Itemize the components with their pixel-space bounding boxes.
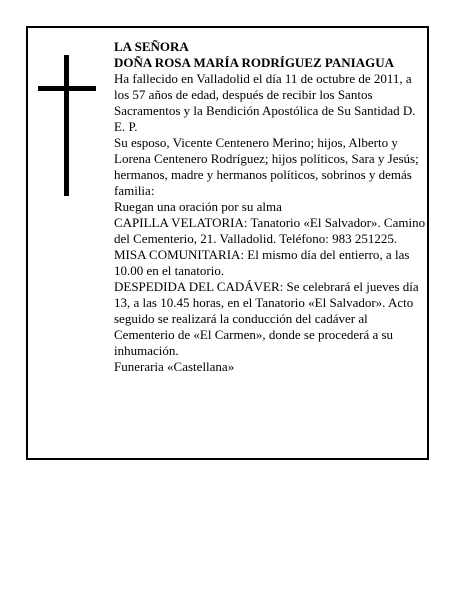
cross-vertical-bar [64,55,69,196]
cross-horizontal-bar [38,86,96,91]
funeral-home: Funeraria «Castellana» [114,359,235,374]
wake-chapel-info: CAPILLA VELATORIA: Tanatorio «El Salvador». Camino del Cementerio, 21. Valladolid. Teléfono: 983 251225. [114,215,426,246]
family-list: Su esposo, Vicente Centenero Merino; hijos, Alberto y Lorena Centenero Rodríguez; hijos políticos, Sara y Jesús; hermanos, madre y hermanos políticos, sobrinos y demás familia: [114,135,419,198]
prayer-request: Ruegan una oración por su alma [114,199,282,214]
death-announcement: Ha fallecido en Valladolid el día 11 de octubre de 2011, a los 57 años de edad, después de recibir los Santos Sacramentos y la Bendición Apostólica de Su Santidad D. E. P. [114,71,416,134]
community-mass-info: MISA COMUNITARIA: El mismo día del entierro, a las 10.00 en el tanatorio. [114,247,410,278]
obituary-text [114,39,426,375]
deceased-name: DOÑA ROSA MARÍA RODRÍGUEZ PANIAGUA [114,55,395,70]
notice-title: LA SEÑORA [114,39,189,54]
farewell-info: DESPEDIDA DEL CADÁVER: Se celebrará el jueves día 13, a las 10.45 horas, en el Tanatorio «El Salvador». Acto seguido se realizará la conducción del cadáver al Cementerio de «El Carmen», donde se procederá a su inhumación. [114,279,419,358]
